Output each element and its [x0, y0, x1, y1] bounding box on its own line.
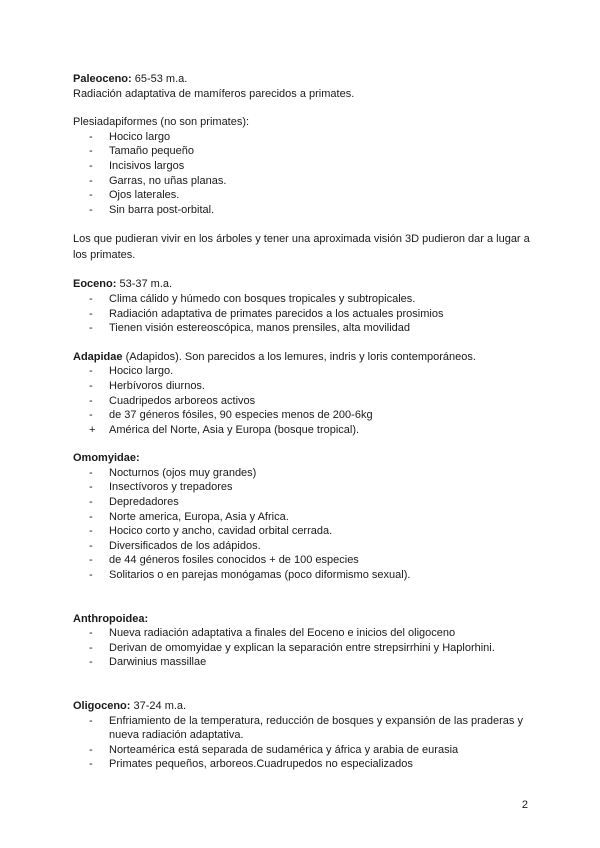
adapidae-intro: (Adapidos). Son parecidos a los lemures, indris y loris contemporáneos.: [122, 350, 476, 363]
list-item: - Garras, no uñas planas.: [89, 174, 227, 187]
list-item: - Clima cálido y húmedo con bosques tropicales y subtropicales.: [89, 292, 416, 305]
adapidae-title: Adapidae: [73, 350, 123, 363]
list-item: - Norte america, Europa, Asia y Africa.: [89, 510, 289, 523]
paragraph-3d: Los que pudieran vivir en los árboles y tener una aproximada visión 3D pudieron dar a lugar a los primates.: [73, 233, 530, 262]
list-item: - Insectívoros y trepadores: [89, 481, 233, 494]
adapidae-list: [73, 364, 533, 437]
list-item: - Nueva radiación adaptativa a finales del Eoceno e inicios del oligoceno: [89, 627, 456, 640]
omomyidae-title: Omomyidae:: [73, 452, 140, 465]
omomyidae-list: [73, 466, 533, 583]
paleoceno-heading: [73, 72, 533, 87]
oligoceno-title: Oligoceno:: [73, 700, 131, 712]
list-item: - Tienen visión estereoscópica, manos prensiles, alta movilidad: [89, 322, 411, 335]
list-item: - Solitarios o en parejas monógamas (poco diformismo sexual).: [89, 569, 411, 582]
paleoceno-line: Radiación adaptativa de mamíferos parecidos a primates.: [73, 87, 355, 100]
document-body: [73, 72, 533, 772]
list-item: - Incisivos largos: [89, 159, 185, 172]
list-item: - Sin barra post-orbital.: [89, 203, 215, 216]
list-item: - Nocturnos (ojos muy grandes): [89, 466, 257, 479]
oligoceno-heading: [73, 699, 533, 714]
eoceno-dates: 53-37 m.a.: [116, 278, 173, 291]
list-item: - Hocico largo.: [89, 365, 174, 378]
list-item: - Hocico corto y ancho, cavidad orbital cerrada.: [89, 525, 333, 538]
anthropoidea-list: [73, 626, 533, 670]
anthropoidea-title: Anthropoidea:: [73, 612, 149, 625]
list-item: - Cuadripedos arboreos activos: [89, 394, 256, 407]
list-item: - Depredadores: [89, 496, 179, 509]
list-item: - Diversificados de los adápidos.: [89, 539, 261, 552]
eoceno-title: Eoceno:: [73, 278, 117, 291]
list-item: - Norteamérica está separada de sudamérica y áfrica y arabia de eurasia: [89, 743, 459, 756]
plesiadapiformes-intro: Plesiadapiformes (no son primates):: [73, 116, 250, 129]
page-number: 2: [521, 799, 528, 811]
paleoceno-title: Paleoceno:: [73, 73, 132, 85]
list-item: - Radiación adaptativa de primates parecidos a los actuales prosimios: [89, 307, 444, 320]
list-item: - Enfriamiento de la temperatura, reducción de bosques y expansión de las praderas y nueva radiación adaptativa.: [89, 714, 523, 742]
eoceno-heading: [73, 277, 533, 292]
paleoceno-dates: 65-53 m.a.: [131, 73, 188, 85]
adapidae-heading: [73, 350, 533, 365]
list-item: - Herbívoros diurnos.: [89, 379, 205, 392]
list-item: - Derivan de omomyidae y explican la separación entre strepsirrhini y Haplorhini.: [89, 641, 495, 654]
oligoceno-dates: 37-24 m.a.: [130, 700, 187, 712]
list-item: - de 37 géneros fósiles, 90 especies menos de 200-6kg: [89, 409, 373, 422]
list-item: - Darwinius massillae: [89, 656, 207, 669]
list-item: - Tamaño pequeño: [89, 145, 195, 158]
list-item: - Hocico largo: [89, 130, 171, 143]
list-item: + América del Norte, Asia y Europa (bosque tropical).: [89, 423, 360, 436]
plesiadapiformes-list: [73, 130, 533, 218]
list-item: - Primates pequeños, arboreos.Cuadrupedos no especializados: [89, 758, 413, 771]
list-item: - Ojos laterales.: [89, 189, 180, 202]
list-item: - de 44 géneros fosiles conocidos + de 100 especies: [89, 554, 359, 567]
oligoceno-list: [73, 714, 533, 772]
eoceno-list: [73, 292, 533, 336]
